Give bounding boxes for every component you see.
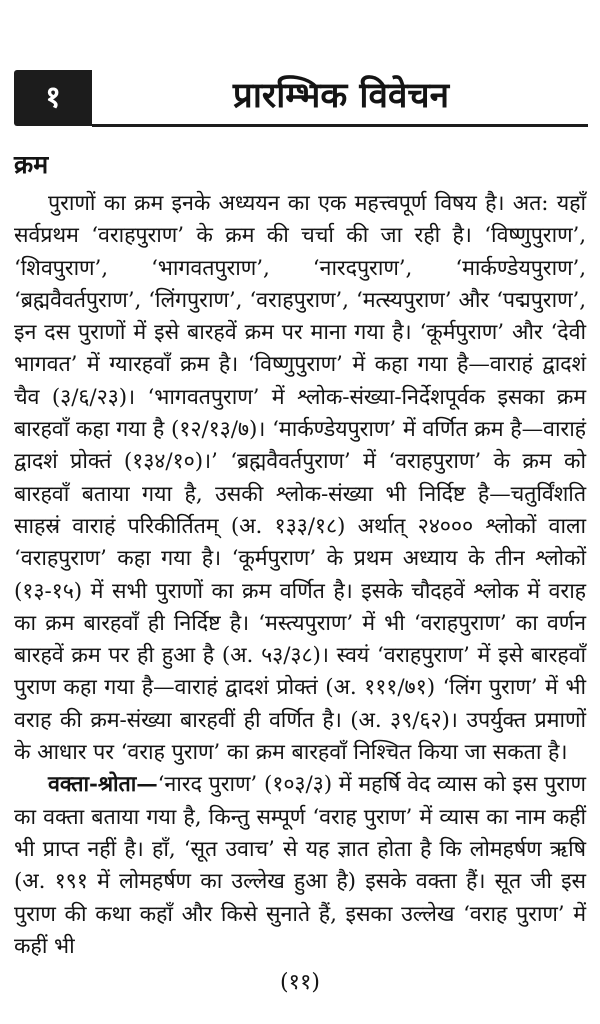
chapter-title: प्रारम्भिक विवेचन xyxy=(232,75,450,116)
chapter-header xyxy=(14,70,588,128)
chapter-number-box xyxy=(14,70,92,126)
paragraph-speaker-listener xyxy=(14,769,586,963)
paragraph-order: पुराणों का क्रम इनके अध्ययन का एक महत्त्वपूर्ण विषय है। अत: यहाँ सर्वप्रथम ‘वराहपुराण’ के क्रम की चर्चा की जा रही है। ‘विष्णुपुराण’, ‘शिवपुराण’, ‘भागवतपुराण’, ‘नारदपुराण’, ‘मार्कण्डेयपुराण’, ‘ब्रह्मवैवर्तपुराण’, ‘लिंगपुराण’, ‘वराहपुराण’, ‘मत्स्यपुराण’ और ‘पद्मपुराण’, इन दस पुराणों में इसे बारहवें क्रम पर माना गया है। ‘कूर्मपुराण’ और ‘देवी भागवत’ में ग्यारहवाँ क्रम है। ‘विष्णुपुराण’ में कहा गया है—वाराहं द्वादशं चैव (३/६/२३)। ‘भागवतपुराण’ में श्लोक-संख्या-निर्देशपूर्वक इसका क्रम बारहवाँ कहा गया है (१२/१३/७)। ‘मार्कण्डेयपुराण’ में वर्णित क्रम है—वाराहं द्वादशं प्रोक्तं (१३४/१०)।’ ‘ब्रह्मवैवर्तपुराण’ में ‘वराहपुराण’ के क्रम को बारहवाँ बताया गया है, उसकी श्लोक-संख्या भी निर्दिष्ट है—चतुर्विंशति साहस्रं वाराहं परिकीर्तितम् (अ. १३३/१८) अर्थात् २४००० श्लोकों वाला ‘वराहपुराण’ कहा गया है। ‘कूर्मपुराण’ के प्रथम अध्याय के तीन श्लोकों (१३-१५) में सभी पुराणों का क्रम वर्णित है। इसके चौदहवें श्लोक में वराह का क्रम बारहवाँ ही निर्दिष्ट है। ‘मस्त्यपुराण’ में भी ‘वराहपुराण’ का वर्णन बारहवें क्रम पर ही हुआ है (अ. ५३/३८)। स्वयं ‘वराहपुराण’ में इसे बारहवाँ पुराण कहा गया है—वाराहं द्वादशं प्रोक्तं (अ. १११/७१) ‘लिंग पुराण’ में भी वराह की क्रम-संख्या बारहवीं ही वर्णित है। (अ. ३९/६२)। उपर्युक्त प्रमाणों के आधार पर ‘वराह पुराण’ का क्रम बारहवाँ निश्चित किया जा सकता है। xyxy=(14,191,586,766)
run-in-heading: वक्ता-श्रोता— xyxy=(48,772,158,798)
body-text xyxy=(14,188,586,963)
page-number: (११) xyxy=(279,970,321,995)
section-heading: क्रम xyxy=(14,150,49,179)
chapter-number: १ xyxy=(45,80,61,115)
paragraph-speaker-text: ‘नारद पुराण’ (१०३/३) में महर्षि वेद व्यास को इस पुराण का वक्ता बताया गया है, किन्तु सम्पूर्ण ‘वराह पुराण’ में व्यास का नाम कहीं भी प्राप्त नहीं है। हाँ, ‘सूत उवाच’ से यह ज्ञात होता है कि लोमहर्षण ऋषि (अ. १९१ में लोमहर्षण का उल्लेख हुआ है) इसके वक्ता हैं। सूत जी इस पुराण की कथा कहाँ और किसे सुनाते हैं, इसका उल्लेख ‘वराह पुराण’ में कहीं भी xyxy=(14,772,586,959)
